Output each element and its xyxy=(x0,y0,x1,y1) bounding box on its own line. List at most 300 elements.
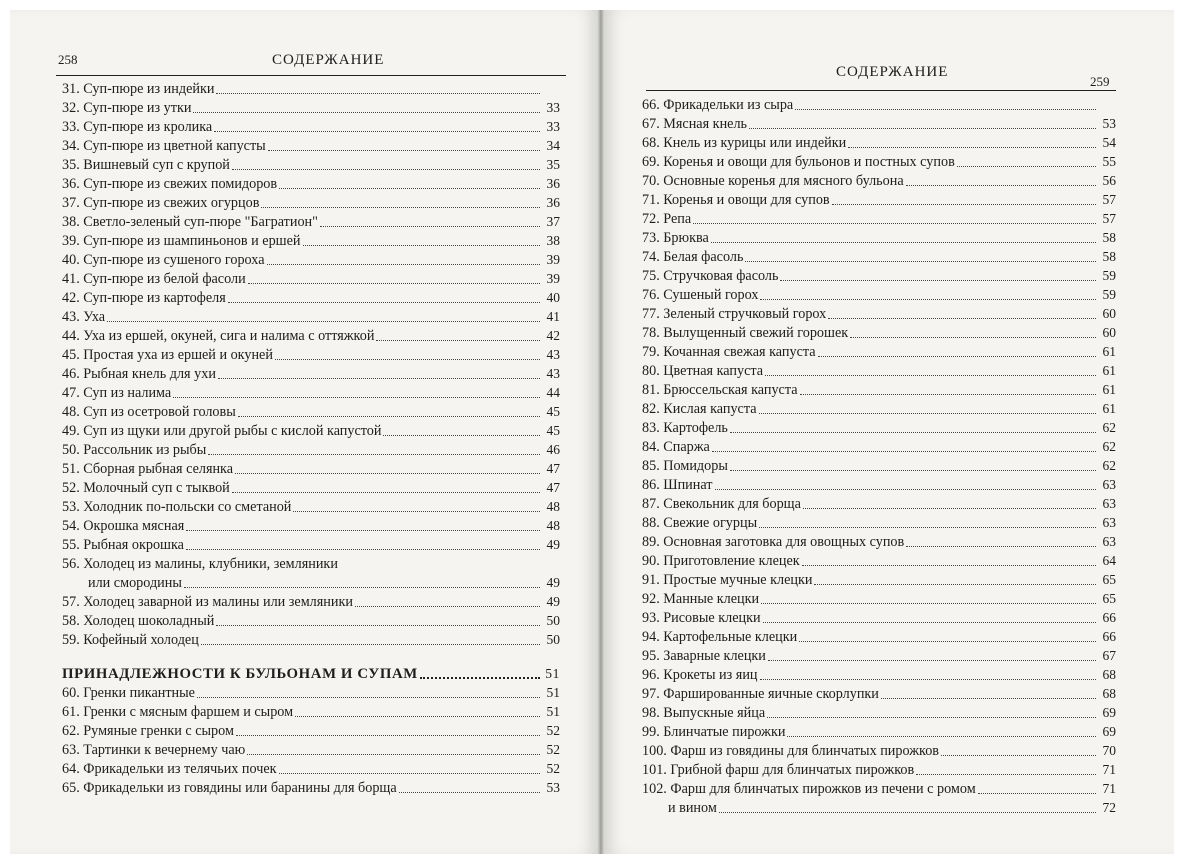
toc-entry-page: 58 xyxy=(1102,230,1116,245)
toc-entry-title: 62. Румяные гренки с сыром xyxy=(62,723,234,739)
dot-leader xyxy=(730,432,1096,433)
toc-entry xyxy=(642,284,1116,303)
toc-entry xyxy=(642,455,1116,474)
toc-entry-title: 56. Холодец из малины, клубники, земляники xyxy=(62,556,338,572)
toc-entry xyxy=(62,477,560,496)
toc-entry xyxy=(62,192,560,211)
toc-entry xyxy=(642,550,1116,569)
toc-entry xyxy=(642,683,1116,702)
dot-leader xyxy=(184,587,540,588)
toc-entry xyxy=(62,777,560,796)
toc-entry-page: 61 xyxy=(1102,401,1116,416)
dot-leader xyxy=(293,511,540,512)
dot-leader xyxy=(238,416,540,417)
toc-entry-page: 47 xyxy=(546,480,560,495)
toc-entry-page: 34 xyxy=(546,138,560,153)
toc-entry-title: 77. Зеленый стручковый горох xyxy=(642,306,827,322)
dot-leader xyxy=(761,603,1096,604)
toc-entry xyxy=(642,322,1116,341)
toc-entry-title: 51. Сборная рыбная селянка xyxy=(62,461,234,477)
dot-leader xyxy=(247,754,540,755)
dot-leader xyxy=(303,245,541,246)
toc-entry xyxy=(62,249,560,268)
toc-entry-page: 63 xyxy=(1102,534,1116,549)
toc-entry-page: 55 xyxy=(1102,154,1116,169)
left-toc-list xyxy=(62,78,560,796)
toc-entry-title: 98. Выпускные яйца xyxy=(642,705,766,721)
toc-entry-page: 36 xyxy=(546,195,560,210)
toc-entry-page: 42 xyxy=(546,328,560,343)
dot-leader xyxy=(107,321,540,322)
toc-entry-page: 70 xyxy=(1102,743,1116,758)
toc-entry xyxy=(642,246,1116,265)
toc-entry-page: 49 xyxy=(546,537,560,552)
toc-entry-title: 88. Свежие огурцы xyxy=(642,515,758,531)
dot-leader xyxy=(763,622,1096,623)
dot-leader xyxy=(201,644,540,645)
dot-leader xyxy=(216,625,540,626)
toc-entry xyxy=(62,572,560,591)
toc-entry xyxy=(642,151,1116,170)
toc-entry-title: 58. Холодец шоколадный xyxy=(62,613,215,629)
toc-entry-title: 82. Кислая капуста xyxy=(642,401,757,417)
toc-entry xyxy=(62,629,560,648)
toc-entry-page: 59 xyxy=(1102,268,1116,283)
toc-entry-page: 41 xyxy=(546,309,560,324)
toc-entry xyxy=(642,303,1116,322)
toc-entry-page: 62 xyxy=(1102,439,1116,454)
right-header-rule xyxy=(646,90,1116,91)
toc-entry-page: 51 xyxy=(545,666,560,681)
toc-entry xyxy=(62,553,560,572)
dot-leader xyxy=(228,302,540,303)
toc-entry xyxy=(62,287,560,306)
toc-entry xyxy=(642,360,1116,379)
dot-leader xyxy=(759,413,1096,414)
toc-entry-page: 51 xyxy=(546,685,560,700)
toc-entry xyxy=(62,173,560,192)
toc-entry xyxy=(642,664,1116,683)
dot-leader xyxy=(235,473,540,474)
toc-entry xyxy=(642,341,1116,360)
dot-leader xyxy=(399,792,540,793)
left-header-rule xyxy=(56,75,566,76)
toc-entry xyxy=(642,778,1116,797)
toc-entry-title: 40. Суп-пюре из сушеного гороха xyxy=(62,252,265,268)
toc-entry xyxy=(642,721,1116,740)
dot-leader xyxy=(957,166,1096,167)
toc-entry-page: 58 xyxy=(1102,249,1116,264)
toc-entry xyxy=(62,135,560,154)
toc-entry-page: 44 xyxy=(546,385,560,400)
toc-entry-page: 39 xyxy=(546,271,560,286)
toc-entry-page: 66 xyxy=(1102,629,1116,644)
dot-leader xyxy=(730,470,1096,471)
toc-entry-page: 56 xyxy=(1102,173,1116,188)
dot-leader xyxy=(760,299,1096,300)
toc-entry-title: 85. Помидоры xyxy=(642,458,728,474)
dot-leader xyxy=(799,641,1096,642)
toc-entry-page: 50 xyxy=(546,632,560,647)
dot-leader xyxy=(795,109,1096,110)
dot-leader xyxy=(803,508,1096,509)
dot-leader xyxy=(248,283,540,284)
toc-entry-title: 53. Холодник по-польски со сметаной xyxy=(62,499,292,515)
dot-leader xyxy=(800,394,1096,395)
toc-entry xyxy=(642,512,1116,531)
dot-leader xyxy=(208,454,540,455)
toc-entry-title: ПРИНАДЛЕЖНОСТИ К БУЛЬОНАМ И СУПАМ xyxy=(62,666,418,682)
dot-leader xyxy=(818,356,1096,357)
toc-entry-page: 46 xyxy=(546,442,560,457)
dot-leader xyxy=(759,527,1096,528)
toc-entry-title: 101. Грибной фарш для блинчатых пирожков xyxy=(642,762,915,778)
toc-entry-page: 53 xyxy=(546,780,560,795)
toc-entry xyxy=(642,208,1116,227)
toc-entry-page: 33 xyxy=(546,100,560,115)
toc-entry-title: 80. Цветная капуста xyxy=(642,363,764,379)
dot-leader xyxy=(261,207,540,208)
toc-entry-title: 84. Спаржа xyxy=(642,439,710,455)
toc-entry-page: 61 xyxy=(1102,344,1116,359)
dot-leader xyxy=(236,735,540,736)
toc-entry-page: 35 xyxy=(546,157,560,172)
toc-entry-page: 63 xyxy=(1102,496,1116,511)
toc-entry xyxy=(642,265,1116,284)
dot-leader xyxy=(767,717,1096,718)
toc-entry xyxy=(642,227,1116,246)
dot-leader xyxy=(173,397,540,398)
toc-entry-page: 60 xyxy=(1102,306,1116,321)
toc-entry-title: 32. Суп-пюре из утки xyxy=(62,100,192,116)
toc-entry xyxy=(62,610,560,629)
toc-entry-title: 59. Кофейный холодец xyxy=(62,632,199,648)
left-page-number: 258 xyxy=(58,52,78,67)
toc-entry-title: 90. Приготовление клецек xyxy=(642,553,800,569)
toc-entry xyxy=(62,701,560,720)
dot-leader xyxy=(268,150,540,151)
dot-leader xyxy=(765,375,1096,376)
toc-entry-title: 34. Суп-пюре из цветной капусты xyxy=(62,138,266,154)
toc-entry xyxy=(642,607,1116,626)
toc-entry xyxy=(642,740,1116,759)
toc-entry xyxy=(642,626,1116,645)
toc-entry-page: 72 xyxy=(1102,800,1116,815)
toc-entry-title: 81. Брюссельская капуста xyxy=(642,382,798,398)
toc-entry-page: 48 xyxy=(546,499,560,514)
toc-entry xyxy=(642,170,1116,189)
toc-entry-page: 62 xyxy=(1102,420,1116,435)
toc-entry-page: 69 xyxy=(1102,705,1116,720)
toc-entry-page: 45 xyxy=(546,404,560,419)
toc-entry-title: 52. Молочный суп с тыквой xyxy=(62,480,230,496)
toc-entry-title: 97. Фаршированные яичные скорлупки xyxy=(642,686,879,702)
dot-leader xyxy=(279,773,540,774)
toc-entry-page: 63 xyxy=(1102,477,1116,492)
toc-entry xyxy=(642,569,1116,588)
toc-entry-title: 78. Вылущенный свежий горошек xyxy=(642,325,849,341)
right-page-number: 259 xyxy=(1090,74,1110,89)
toc-entry-page: 51 xyxy=(546,704,560,719)
dot-leader xyxy=(420,677,540,679)
toc-entry-title: 102. Фарш для блинчатых пирожков из печени с ромом xyxy=(642,781,976,797)
toc-entry xyxy=(642,189,1116,208)
toc-entry-page: 37 xyxy=(546,214,560,229)
toc-entry-page: 61 xyxy=(1102,363,1116,378)
toc-entry-page: 63 xyxy=(1102,515,1116,530)
toc-entry-title: 67. Мясная кнель xyxy=(642,116,748,132)
toc-entry-page: 33 xyxy=(546,119,560,134)
toc-entry-title: 76. Сушеный горох xyxy=(642,287,759,303)
dot-leader xyxy=(214,131,540,132)
dot-leader xyxy=(941,755,1096,756)
dot-leader xyxy=(693,223,1096,224)
toc-entry-page: 62 xyxy=(1102,458,1116,473)
toc-entry xyxy=(642,702,1116,721)
toc-entry-title: 68. Кнель из курицы или индейки xyxy=(642,135,847,151)
toc-entry-title: 72. Репа xyxy=(642,211,692,227)
toc-entry-title: 86. Шпинат xyxy=(642,477,713,493)
toc-entry xyxy=(62,758,560,777)
toc-entry-title: 73. Брюква xyxy=(642,230,709,246)
toc-entry-title: 93. Рисовые клецки xyxy=(642,610,761,626)
dot-leader xyxy=(760,679,1096,680)
dot-leader xyxy=(719,812,1096,813)
toc-entry xyxy=(642,94,1116,113)
dot-leader xyxy=(906,185,1096,186)
toc-entry-page: 43 xyxy=(546,366,560,381)
toc-entry-page: 54 xyxy=(1102,135,1116,150)
toc-entry-title: 99. Блинчатые пирожки xyxy=(642,724,786,740)
toc-entry xyxy=(62,720,560,739)
dot-leader xyxy=(193,112,540,113)
toc-entry xyxy=(642,474,1116,493)
toc-entry xyxy=(642,132,1116,151)
toc-entry xyxy=(62,739,560,758)
dot-leader xyxy=(267,264,541,265)
toc-entry-title: 96. Крокеты из яиц xyxy=(642,667,758,683)
dot-leader xyxy=(828,318,1096,319)
toc-entry-page: 49 xyxy=(546,594,560,609)
dot-leader xyxy=(715,489,1096,490)
toc-entry-title: 55. Рыбная окрошка xyxy=(62,537,184,553)
toc-entry xyxy=(62,534,560,553)
toc-entry xyxy=(62,78,560,97)
toc-entry-title: 66. Фрикадельки из сыра xyxy=(642,97,794,113)
toc-entry xyxy=(62,344,560,363)
toc-entry xyxy=(62,401,560,420)
dot-leader xyxy=(916,774,1096,775)
toc-entry-title: 94. Картофельные клецки xyxy=(642,629,798,645)
toc-entry-page: 71 xyxy=(1102,781,1116,796)
toc-entry-title: 49. Суп из щуки или другой рыбы с кислой капустой xyxy=(62,423,382,439)
toc-entry-title: 47. Суп из налима xyxy=(62,385,172,401)
toc-entry-page: 45 xyxy=(546,423,560,438)
toc-entry-page: 64 xyxy=(1102,553,1116,568)
toc-entry-title: 46. Рыбная кнель для ухи xyxy=(62,366,216,382)
toc-entry-page: 50 xyxy=(546,613,560,628)
toc-entry xyxy=(62,420,560,439)
toc-entry-title: 69. Коренья и овощи для бульонов и постных супов xyxy=(642,154,955,170)
dot-leader xyxy=(197,697,540,698)
dot-leader xyxy=(850,337,1096,338)
toc-entry-page: 59 xyxy=(1102,287,1116,302)
toc-entry-title: 83. Картофель xyxy=(642,420,728,436)
toc-entry xyxy=(62,211,560,230)
toc-entry xyxy=(62,116,560,135)
dot-leader xyxy=(832,204,1096,205)
dot-leader xyxy=(186,549,540,550)
dot-leader xyxy=(814,584,1096,585)
toc-entry-title: 54. Окрошка мясная xyxy=(62,518,185,534)
right-page xyxy=(604,10,1174,854)
toc-entry xyxy=(642,588,1116,607)
toc-entry-title: 45. Простая уха из ершей и окуней xyxy=(62,347,273,363)
toc-entry xyxy=(62,591,560,610)
toc-entry-page: 38 xyxy=(546,233,560,248)
toc-entry-title: 61. Гренки с мясным фаршем и сыром xyxy=(62,704,294,720)
dot-leader xyxy=(712,451,1096,452)
dot-leader xyxy=(232,169,540,170)
dot-leader xyxy=(232,492,540,493)
toc-entry xyxy=(642,113,1116,132)
toc-entry-title: и вином xyxy=(668,800,717,816)
toc-entry-title: 33. Суп-пюре из кролика xyxy=(62,119,213,135)
dot-leader xyxy=(802,565,1096,566)
toc-entry-title: 37. Суп-пюре из свежих огурцов xyxy=(62,195,260,211)
toc-entry-title: 64. Фрикадельки из телячьих почек xyxy=(62,761,277,777)
toc-entry-page: 40 xyxy=(546,290,560,305)
toc-entry xyxy=(62,458,560,477)
toc-entry-title: 48. Суп из осетровой головы xyxy=(62,404,236,420)
toc-entry xyxy=(62,230,560,249)
toc-entry xyxy=(642,379,1116,398)
dot-leader xyxy=(906,546,1096,547)
toc-entry-title: 50. Рассольник из рыбы xyxy=(62,442,207,458)
toc-entry-title: 79. Кочанная свежая капуста xyxy=(642,344,816,360)
toc-entry-page: 71 xyxy=(1102,762,1116,777)
toc-entry xyxy=(642,797,1116,816)
toc-entry-title: 43. Уха xyxy=(62,309,106,325)
toc-entry-title: 35. Вишневый суп с крупой xyxy=(62,157,230,173)
toc-entry xyxy=(642,493,1116,512)
toc-entry-page: 52 xyxy=(546,723,560,738)
toc-entry-title: 91. Простые мучные клецки xyxy=(642,572,813,588)
toc-entry-page: 68 xyxy=(1102,667,1116,682)
toc-entry-title: 44. Уха из ершей, окуней, сига и налима с оттяжкой xyxy=(62,328,375,344)
toc-entry-title: 89. Основная заготовка для овощных супов xyxy=(642,534,905,550)
toc-entry-title: 60. Гренки пикантные xyxy=(62,685,195,701)
toc-entry xyxy=(62,363,560,382)
dot-leader xyxy=(848,147,1096,148)
dot-leader xyxy=(186,530,540,531)
right-page-header-title: СОДЕРЖАНИЕ xyxy=(836,64,949,80)
right-toc-list xyxy=(642,94,1116,816)
toc-entry-title: 71. Коренья и овощи для супов xyxy=(642,192,830,208)
toc-entry-page: 48 xyxy=(546,518,560,533)
dot-leader xyxy=(745,261,1096,262)
toc-entry-title: 87. Свекольник для борща xyxy=(642,496,801,512)
toc-entry-title: 41. Суп-пюре из белой фасоли xyxy=(62,271,246,287)
toc-entry-page: 67 xyxy=(1102,648,1116,663)
toc-entry-page: 52 xyxy=(546,742,560,757)
dot-leader xyxy=(275,359,540,360)
toc-entry-page: 47 xyxy=(546,461,560,476)
toc-entry-page: 49 xyxy=(546,575,560,590)
toc-entry xyxy=(62,306,560,325)
dot-leader xyxy=(780,280,1096,281)
toc-entry-page: 66 xyxy=(1102,610,1116,625)
left-page-header-title: СОДЕРЖАНИЕ xyxy=(272,52,385,68)
toc-entry-page: 36 xyxy=(546,176,560,191)
left-page xyxy=(10,10,598,854)
toc-entry-title: 75. Стручковая фасоль xyxy=(642,268,779,284)
dot-leader xyxy=(355,606,540,607)
toc-entry-title: 38. Светло-зеленый суп-пюре "Багратион" xyxy=(62,214,318,230)
toc-entry xyxy=(642,645,1116,664)
toc-entry-title: или смородины xyxy=(88,575,182,591)
toc-entry xyxy=(642,531,1116,550)
toc-entry-page: 53 xyxy=(1102,116,1116,131)
toc-entry xyxy=(62,439,560,458)
toc-entry-page: 65 xyxy=(1102,572,1116,587)
toc-entry-title: 95. Заварные клецки xyxy=(642,648,766,664)
toc-entry-page: 69 xyxy=(1102,724,1116,739)
toc-entry-title: 42. Суп-пюре из картофеля xyxy=(62,290,226,306)
dot-leader xyxy=(881,698,1096,699)
toc-entry xyxy=(62,325,560,344)
dot-leader xyxy=(711,242,1096,243)
toc-entry xyxy=(62,154,560,173)
dot-leader xyxy=(768,660,1096,661)
dot-leader xyxy=(978,793,1096,794)
toc-entry xyxy=(62,382,560,401)
toc-entry-title: 92. Манные клецки xyxy=(642,591,760,607)
toc-entry-title: 70. Основные коренья для мясного бульона xyxy=(642,173,904,189)
toc-entry-page: 68 xyxy=(1102,686,1116,701)
dot-leader xyxy=(279,188,540,189)
toc-entry-page: 52 xyxy=(546,761,560,776)
dot-leader xyxy=(320,226,540,227)
toc-entry-title: 63. Тартинки к вечернему чаю xyxy=(62,742,246,758)
toc-entry-title: 100. Фарш из говядины для блинчатых пирожков xyxy=(642,743,939,759)
dot-leader xyxy=(295,716,540,717)
dot-leader xyxy=(787,736,1096,737)
dot-leader xyxy=(216,93,540,94)
dot-leader xyxy=(383,435,540,436)
dot-leader xyxy=(218,378,540,379)
toc-entry-title: 39. Суп-пюре из шампиньонов и ершей xyxy=(62,233,301,249)
toc-entry-title: 74. Белая фасоль xyxy=(642,249,744,265)
toc-entry-title: 65. Фрикадельки из говядины или баранины для борща xyxy=(62,780,397,796)
toc-entry xyxy=(642,436,1116,455)
dot-leader xyxy=(749,128,1096,129)
toc-entry-page: 57 xyxy=(1102,192,1116,207)
toc-entry xyxy=(62,515,560,534)
toc-entry-page: 43 xyxy=(546,347,560,362)
toc-entry-title: 57. Холодец заварной из малины или земляники xyxy=(62,594,353,610)
toc-entry xyxy=(642,398,1116,417)
toc-entry-title: 36. Суп-пюре из свежих помидоров xyxy=(62,176,278,192)
toc-entry xyxy=(62,268,560,287)
toc-entry xyxy=(62,682,560,701)
toc-entry xyxy=(62,97,560,116)
toc-entry-page: 39 xyxy=(546,252,560,267)
toc-entry-title: 31. Суп-пюре из индейки xyxy=(62,81,215,97)
toc-entry-page: 60 xyxy=(1102,325,1116,340)
dot-leader xyxy=(376,340,540,341)
toc-section-heading xyxy=(62,648,560,682)
